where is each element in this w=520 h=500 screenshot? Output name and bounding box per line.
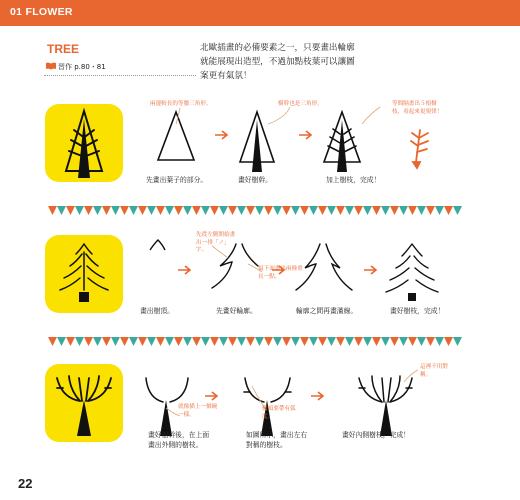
- caption-step: 先畫好輪廓。: [216, 307, 257, 315]
- caption-step: 畫好樹幹。: [238, 176, 272, 184]
- round-step-done: [359, 376, 412, 436]
- bunting-flag: [165, 206, 174, 215]
- bunting-flag: [336, 337, 345, 346]
- bunting-flag: [381, 206, 390, 215]
- section-label: 01 FLOWER: [10, 6, 73, 18]
- bunting-flag: [237, 206, 246, 215]
- bunting-flag: [255, 337, 264, 346]
- bunting-flag: [165, 337, 174, 346]
- bunting-flag: [273, 337, 282, 346]
- bunting-flag: [201, 206, 210, 215]
- bunting-flag: [57, 206, 66, 215]
- bunting-flag: [408, 206, 417, 215]
- bunting-flag: [309, 206, 318, 215]
- bunting-flag: [354, 206, 363, 215]
- bunting-flag: [102, 206, 111, 215]
- fir-step-filled: [296, 244, 352, 290]
- caption-step: 畫出樹頂。: [140, 307, 174, 315]
- bunting-flag: [147, 337, 156, 346]
- bunting-flag: [390, 337, 399, 346]
- bunting-flag: [129, 337, 138, 346]
- bunting-flag: [408, 337, 417, 346]
- bunting-flag: [327, 206, 336, 215]
- bunting-flag: [381, 337, 390, 346]
- bunting-flag: [390, 206, 399, 215]
- bunting-flag: [345, 337, 354, 346]
- bunting-flag: [336, 206, 345, 215]
- pine-step-outline: [158, 112, 194, 160]
- bunting-flag: [183, 337, 192, 346]
- note-curve: 樹頭要帶有弧度。: [262, 406, 296, 420]
- intro-line: 就能展現出造型，不過加點枝葉可以讓圖: [200, 57, 355, 67]
- fir-step-top: [150, 240, 165, 250]
- bunting-flag: [210, 337, 219, 346]
- bunting-flag: [246, 206, 255, 215]
- bunting-divider: [48, 337, 462, 346]
- branch-detail-orange: [411, 130, 428, 168]
- caption-step: 輪廓之間再畫滿線。: [296, 307, 358, 315]
- bunting-flag: [417, 337, 426, 346]
- bunting-flag: [363, 206, 372, 215]
- bunting-flag: [111, 337, 120, 346]
- bunting-flag: [138, 206, 147, 215]
- bunting-flag: [246, 337, 255, 346]
- bunting-flag: [48, 337, 57, 346]
- bunting-flag: [372, 206, 381, 215]
- bunting-flag: [255, 206, 264, 215]
- bunting-flag: [318, 337, 327, 346]
- caption-line: 畫好樹幹後，在上面: [148, 431, 210, 439]
- note-left-side: 先從左側開始畫出一排「ノ」字。: [196, 232, 236, 253]
- arrow-right-icon: [178, 266, 190, 274]
- bunting-flag: [435, 206, 444, 215]
- bunting-flag: [57, 337, 66, 346]
- arrow-right-icon: [215, 131, 227, 139]
- bunting-flag: [228, 206, 237, 215]
- bunting-flag: [426, 206, 435, 215]
- arrow-right-icon: [299, 131, 311, 139]
- bunting-flag: [48, 206, 57, 215]
- bunting-flag: [192, 337, 201, 346]
- bunting-flag: [426, 337, 435, 346]
- caption-line: 如圖所示，畫出左右: [246, 431, 308, 439]
- arrow-right-icon: [311, 392, 323, 400]
- note-branches: 等間隔畫出５根樹枝，看起來更規律！: [392, 101, 443, 115]
- arrow-right-icon: [205, 392, 217, 400]
- note-outline: 兩邊較長的等腰三角形。: [150, 101, 212, 107]
- bunting-flag: [399, 206, 408, 215]
- bunting-flag: [93, 206, 102, 215]
- bunting-flag: [453, 337, 462, 346]
- bunting-flag: [120, 337, 129, 346]
- bunting-flag: [183, 206, 192, 215]
- bunting-flag: [93, 337, 102, 346]
- page-number: 22: [18, 476, 33, 491]
- bunting-flag: [282, 337, 291, 346]
- bunting-flag: [111, 206, 120, 215]
- note-bottom: 最下面畫出兩條重長一點。: [258, 266, 303, 280]
- bunting-flag: [66, 337, 75, 346]
- pine-step-trunk: [240, 112, 274, 172]
- bunting-flag: [264, 206, 273, 215]
- caption-step: 畫好樹枝，完成！: [390, 307, 445, 315]
- bunting-flag: [219, 337, 228, 346]
- arrow-right-icon: [364, 266, 376, 274]
- bunting-flag: [84, 206, 93, 215]
- caption-line: 對稱的樹枝。: [246, 441, 287, 449]
- intro-line: 案更有氣氛！: [200, 71, 252, 81]
- pine-step-branches: [324, 112, 360, 172]
- bunting-flag: [75, 206, 84, 215]
- bunting-flag: [192, 206, 201, 215]
- bunting-flag: [156, 337, 165, 346]
- bunting-flag: [147, 206, 156, 215]
- note-bowl: 就像描上一個碗一樣。: [178, 404, 218, 418]
- bunting-flag: [201, 337, 210, 346]
- bunting-flag: [363, 337, 372, 346]
- intro-line: 北歐插畫的必備要素之一，只要畫出輪廓: [200, 43, 355, 53]
- fir-step-done: [386, 244, 438, 301]
- page-title: TREE: [47, 42, 80, 56]
- bunting-flag: [84, 337, 93, 346]
- caption-step: 加上樹枝，完成！: [326, 176, 381, 184]
- bunting-flag: [156, 206, 165, 215]
- bunting-flag: [219, 206, 228, 215]
- bunting-flag: [237, 337, 246, 346]
- bunting-flag: [309, 337, 318, 346]
- bunting-flag: [75, 337, 84, 346]
- caption-step: [148, 430, 209, 450]
- caption-step: 先畫出葉子的部分。: [146, 176, 208, 184]
- caption-step: [342, 430, 410, 440]
- caption-line: 畫出外側的樹枝。: [148, 441, 203, 449]
- bunting-flag: [417, 206, 426, 215]
- note-asymmetric: 這裡不用對稱。: [420, 364, 448, 378]
- practice-reference: 習作 p.80・81: [58, 63, 106, 71]
- bunting-flag: [66, 206, 75, 215]
- bunting-flag: [120, 206, 129, 215]
- bunting-flag: [264, 337, 273, 346]
- bunting-flag: [174, 337, 183, 346]
- bunting-flag: [318, 206, 327, 215]
- caption-step: [246, 430, 307, 450]
- bunting-flag: [291, 206, 300, 215]
- note-trunk: 樹幹也是三角形。: [278, 101, 323, 107]
- bunting-flag: [354, 337, 363, 346]
- bunting-divider: [48, 206, 462, 215]
- bunting-flag: [300, 206, 309, 215]
- bunting-flag: [273, 206, 282, 215]
- bunting-flag: [444, 206, 453, 215]
- bunting-flag: [300, 337, 309, 346]
- bunting-flag: [174, 206, 183, 215]
- bunting-flag: [444, 337, 453, 346]
- bunting-flag: [372, 337, 381, 346]
- bunting-flag: [399, 337, 408, 346]
- bunting-flag: [228, 337, 237, 346]
- bunting-flag: [345, 206, 354, 215]
- bunting-flag: [210, 206, 219, 215]
- bunting-flag: [129, 206, 138, 215]
- bunting-flag: [282, 206, 291, 215]
- bunting-flag: [327, 337, 336, 346]
- bunting-flag: [102, 337, 111, 346]
- bunting-flag: [435, 337, 444, 346]
- caption-line: 畫好內側樹枝，完成！: [342, 431, 410, 439]
- bunting-flag: [291, 337, 300, 346]
- bunting-flag: [453, 206, 462, 215]
- bunting-flag: [138, 337, 147, 346]
